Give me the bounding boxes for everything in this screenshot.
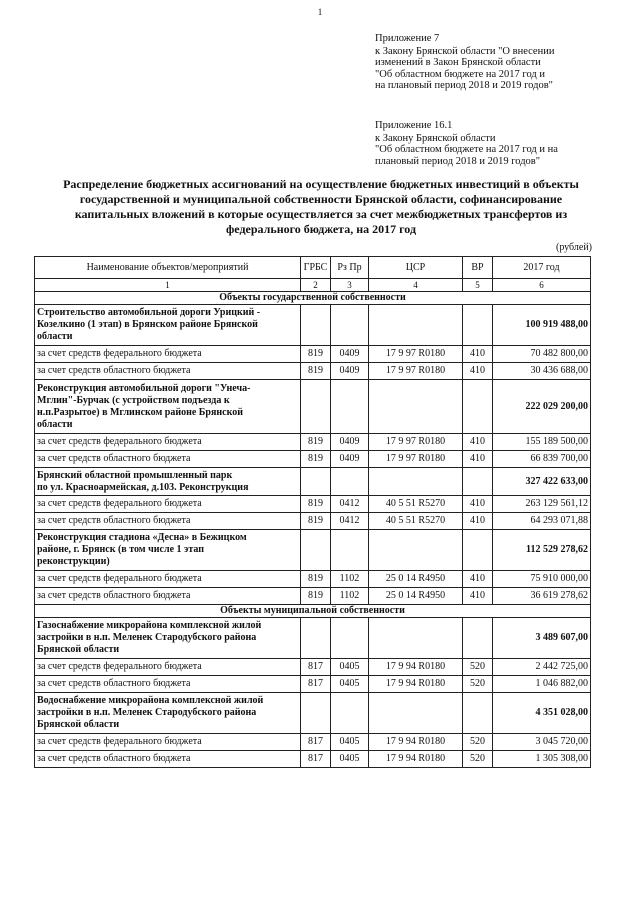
grbs-code: 817 — [301, 659, 331, 676]
empty-cell — [369, 380, 463, 434]
header-csr: ЦСР — [369, 257, 463, 279]
section-label: Объекты государственной собственности — [35, 292, 591, 305]
funding-row — [35, 451, 591, 468]
rzpr-code: 1102 — [331, 588, 369, 605]
csr-code: 17 9 97 R0180 — [369, 346, 463, 363]
empty-cell — [369, 530, 463, 571]
page-number: 1 — [317, 7, 323, 17]
empty-cell — [331, 380, 369, 434]
object-row — [35, 618, 591, 659]
empty-cell — [331, 618, 369, 659]
rzpr-code: 1102 — [331, 571, 369, 588]
empty-cell — [331, 693, 369, 734]
grbs-code: 819 — [301, 571, 331, 588]
funding-source: за счет средств областного бюджета — [35, 588, 301, 605]
empty-cell — [301, 468, 331, 496]
title-line: Распределение бюджетных ассигнований на осуществление бюджетных инвестиций в объекты — [63, 177, 579, 191]
vr-code: 520 — [463, 734, 493, 751]
funding-row — [35, 734, 591, 751]
vr-code: 520 — [463, 659, 493, 676]
object-row — [35, 380, 591, 434]
funding-source: за счет средств федерального бюджета — [35, 434, 301, 451]
funding-amount: 2 442 725,00 — [493, 659, 591, 676]
column-number: 4 — [369, 279, 463, 292]
object-name-line: застройки в н.п. Меленек Стародубского района — [37, 632, 257, 643]
funding-row — [35, 588, 591, 605]
csr-code: 25 0 14 R4950 — [369, 571, 463, 588]
funding-amount: 30 436 688,00 — [493, 363, 591, 380]
section-row — [35, 292, 591, 305]
column-number: 5 — [463, 279, 493, 292]
column-number: 1 — [35, 279, 301, 292]
funding-source: за счет средств федерального бюджета — [35, 571, 301, 588]
grbs-code: 817 — [301, 751, 331, 768]
grbs-code: 819 — [301, 363, 331, 380]
funding-amount: 263 129 561,12 — [493, 496, 591, 513]
vr-code: 410 — [463, 434, 493, 451]
funding-row — [35, 659, 591, 676]
empty-cell — [331, 305, 369, 346]
appendix-7-block — [375, 33, 554, 92]
funding-amount: 3 045 720,00 — [493, 734, 591, 751]
rzpr-code: 0412 — [331, 513, 369, 530]
funding-amount: 1 046 882,00 — [493, 676, 591, 693]
object-name-line: Брянской области — [37, 644, 120, 655]
appendix-line: "Об областном бюджете на 2017 год и — [375, 68, 546, 80]
vr-code: 410 — [463, 571, 493, 588]
object-name-line: Мглин"-Бурчак (с устройством подъезда к — [37, 394, 230, 406]
grbs-code: 819 — [301, 346, 331, 363]
funding-row — [35, 571, 591, 588]
object-name-line: районе, г. Брянск (в том числе 1 этап — [37, 544, 204, 555]
funding-source: за счет средств федерального бюджета — [35, 659, 301, 676]
object-name — [35, 305, 301, 346]
funding-amount: 66 839 700,00 — [493, 451, 591, 468]
empty-cell — [301, 380, 331, 434]
vr-code: 520 — [463, 751, 493, 768]
empty-cell — [331, 468, 369, 496]
grbs-code: 817 — [301, 676, 331, 693]
rzpr-code: 0405 — [331, 734, 369, 751]
funding-source: за счет средств областного бюджета — [35, 363, 301, 380]
budget-table — [34, 256, 591, 768]
object-name — [35, 530, 301, 571]
object-name — [35, 693, 301, 734]
object-name-line: Реконструкция автомобильной дороги "Унеча- — [37, 382, 251, 394]
appendix-line: изменений в Закон Брянской области — [375, 57, 541, 68]
rzpr-code: 0405 — [331, 751, 369, 768]
funding-amount: 155 189 500,00 — [493, 434, 591, 451]
csr-code: 17 9 94 R0180 — [369, 676, 463, 693]
vr-code: 410 — [463, 588, 493, 605]
grbs-code: 819 — [301, 588, 331, 605]
funding-amount: 70 482 800,00 — [493, 346, 591, 363]
title-line: государственной и муниципальной собственности Брянской области, софинансирование — [79, 192, 563, 206]
empty-cell — [463, 530, 493, 571]
grbs-code: 819 — [301, 434, 331, 451]
object-name-line: Водоснабжение микрорайона комплексной жилой — [37, 695, 264, 706]
object-amount: 222 029 200,00 — [493, 380, 591, 434]
title-line: капитальных вложений в которые осуществляется за счет межбюджетных трансфертов из — [74, 207, 568, 221]
empty-cell — [463, 618, 493, 659]
funding-source: за счет средств областного бюджета — [35, 513, 301, 530]
funding-amount: 36 619 278,62 — [493, 588, 591, 605]
funding-row — [35, 496, 591, 513]
object-name-line: Брянский областной промышленный парк — [37, 469, 233, 481]
object-amount: 327 422 633,00 — [493, 468, 591, 496]
object-name-line: застройки в н.п. Меленек Стародубского района — [37, 707, 257, 718]
rzpr-code: 0405 — [331, 659, 369, 676]
object-name-line: по ул. Красноармейская, д.103. Реконструкция — [37, 481, 249, 493]
funding-row — [35, 434, 591, 451]
appendix-line: Приложение 16.1 — [375, 120, 453, 131]
header-name: Наименование объектов/мероприятий — [35, 257, 301, 279]
object-row — [35, 530, 591, 571]
section-row — [35, 605, 591, 618]
funding-source: за счет средств федерального бюджета — [35, 734, 301, 751]
object-row — [35, 305, 591, 346]
csr-code: 17 9 97 R0180 — [369, 434, 463, 451]
rzpr-code: 0409 — [331, 346, 369, 363]
empty-cell — [301, 618, 331, 659]
funding-row — [35, 676, 591, 693]
rzpr-code: 0405 — [331, 676, 369, 693]
object-amount: 112 529 278,62 — [493, 530, 591, 571]
vr-code: 520 — [463, 676, 493, 693]
object-row — [35, 693, 591, 734]
grbs-code: 819 — [301, 496, 331, 513]
object-name-line: Строительство автомобильной дороги Урицкий - — [37, 307, 261, 318]
object-name — [35, 468, 301, 496]
header-rzpr: Рз Пр — [331, 257, 369, 279]
appendix-line: плановый период 2018 и 2019 годов" — [375, 155, 541, 167]
vr-code: 410 — [463, 363, 493, 380]
column-number: 3 — [331, 279, 369, 292]
appendix-line: к Закону Брянской области — [375, 132, 496, 144]
header-year: 2017 год — [493, 257, 591, 279]
appendix-line: Приложение 7 — [375, 33, 440, 44]
funding-amount: 64 293 071,88 — [493, 513, 591, 530]
funding-row — [35, 513, 591, 530]
column-number: 6 — [493, 279, 591, 292]
vr-code: 410 — [463, 346, 493, 363]
csr-code: 40 5 51 R5270 — [369, 513, 463, 530]
empty-cell — [301, 305, 331, 346]
grbs-code: 817 — [301, 734, 331, 751]
funding-source: за счет средств областного бюджета — [35, 451, 301, 468]
csr-code: 17 9 94 R0180 — [369, 734, 463, 751]
rzpr-code: 0412 — [331, 496, 369, 513]
funding-row — [35, 751, 591, 768]
section-label: Объекты муниципальной собственности — [35, 605, 591, 618]
empty-cell — [463, 380, 493, 434]
empty-cell — [369, 618, 463, 659]
column-number: 2 — [301, 279, 331, 292]
object-name-line: области — [37, 331, 73, 342]
empty-cell — [369, 468, 463, 496]
vr-code: 410 — [463, 496, 493, 513]
object-name — [35, 618, 301, 659]
csr-code: 17 9 97 R0180 — [369, 451, 463, 468]
vr-code: 410 — [463, 513, 493, 530]
vr-code: 410 — [463, 451, 493, 468]
rzpr-code: 0409 — [331, 451, 369, 468]
appendix-line: на плановый период 2018 и 2019 годов" — [375, 80, 553, 91]
csr-code: 17 9 97 R0180 — [369, 363, 463, 380]
object-name-line: Реконструкция стадиона «Десна» в Бежицком — [37, 532, 247, 543]
empty-cell — [301, 693, 331, 734]
grbs-code: 819 — [301, 451, 331, 468]
appendix-line: к Закону Брянской области "О внесении — [375, 45, 555, 57]
appendix-line: "Об областном бюджете на 2017 год и на — [375, 144, 558, 155]
column-number-row — [35, 279, 591, 292]
empty-cell — [463, 693, 493, 734]
empty-cell — [463, 468, 493, 496]
header-grbs: ГРБС — [301, 257, 331, 279]
csr-code: 17 9 94 R0180 — [369, 751, 463, 768]
funding-source: за счет средств федерального бюджета — [35, 346, 301, 363]
header-vr: ВР — [463, 257, 493, 279]
csr-code: 40 5 51 R5270 — [369, 496, 463, 513]
empty-cell — [369, 305, 463, 346]
empty-cell — [463, 305, 493, 346]
funding-source: за счет средств областного бюджета — [35, 751, 301, 768]
csr-code: 25 0 14 R4950 — [369, 588, 463, 605]
object-amount: 100 919 488,00 — [493, 305, 591, 346]
appendix-16-1-block — [375, 120, 558, 167]
object-name-line: Козелкино (1 этап) в Брянском районе Брянской — [37, 319, 258, 330]
funding-row — [35, 346, 591, 363]
object-amount: 3 489 607,00 — [493, 618, 591, 659]
empty-cell — [331, 530, 369, 571]
csr-code: 17 9 94 R0180 — [369, 659, 463, 676]
units-label: (рублей) — [555, 242, 592, 253]
object-name-line: реконструкции) — [37, 556, 110, 567]
funding-source: за счет средств областного бюджета — [35, 676, 301, 693]
object-name-line: н.п.Разрытое) в Мглинском районе Брянской — [37, 406, 243, 418]
object-name-line: Брянской области — [37, 719, 120, 730]
table-header-row — [35, 257, 591, 279]
rzpr-code: 0409 — [331, 434, 369, 451]
funding-row — [35, 363, 591, 380]
object-name-line: области — [37, 418, 73, 430]
funding-source: за счет средств федерального бюджета — [35, 496, 301, 513]
empty-cell — [369, 693, 463, 734]
grbs-code: 819 — [301, 513, 331, 530]
empty-cell — [301, 530, 331, 571]
rzpr-code: 0409 — [331, 363, 369, 380]
object-name — [35, 380, 301, 434]
title-line: федерального бюджета, на 2017 год — [225, 222, 417, 236]
funding-amount: 1 305 308,00 — [493, 751, 591, 768]
funding-amount: 75 910 000,00 — [493, 571, 591, 588]
object-amount: 4 351 028,00 — [493, 693, 591, 734]
document-title — [30, 177, 612, 237]
object-row — [35, 468, 591, 496]
object-name-line: Газоснабжение микрорайона комплексной жилой — [37, 620, 262, 631]
